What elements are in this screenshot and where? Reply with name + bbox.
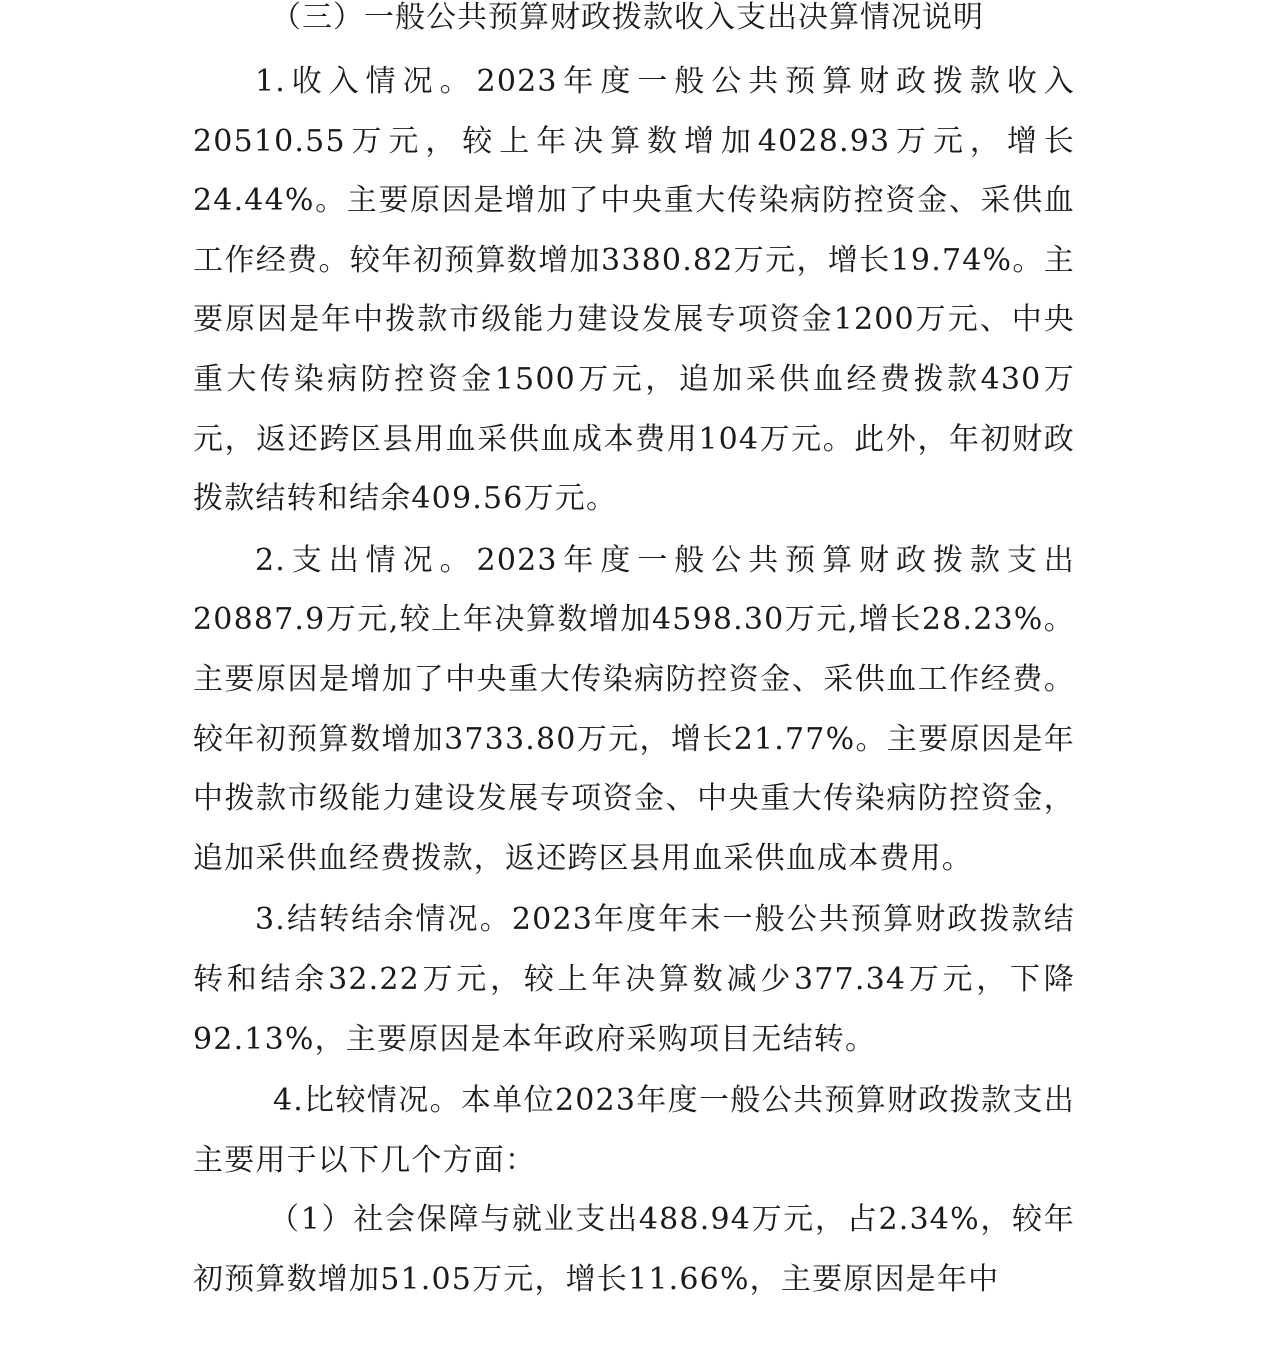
paragraph-carryover: 3.结转结余情况。2023年度年末一般公共预算财政拨款结转和结余32.22万元，较上年决算数减少377.34万元，下降92.13%，主要原因是本年政府采购项目无结转。 xyxy=(193,902,1075,1057)
section-heading: （三）一般公共预算财政拨款收入支出决算情况说明 xyxy=(271,0,984,35)
paragraph-comparison: 4.比较情况。本单位2023年度一般公共预算财政拨款支出主要用于以下几个方面： xyxy=(193,1083,1075,1178)
document-page xyxy=(193,0,1075,1309)
paragraph-income: 1.收入情况。2023年度一般公共预算财政拨款收入20510.55万元，较上年决算数增加4028.93万元，增长24.44%。主要原因是增加了中央重大传染病防控资金、采供血工作经费。较年初预算数增加3380.82万元，增长19.74%。主要原因是年中拨款市级能力建设发展专项资金1200万元、中央重大传染病防控资金1500万元，追加采供血经费拨款430万元，返还跨区县用血采供血成本费用104万元。此外，年初财政拨款结转和结余409.56万元。 xyxy=(193,64,1075,517)
paragraph-expenditure: 2.支出情况。2023年度一般公共预算财政拨款支出20887.9万元,较上年决算数增加4598.30万元,增长28.23%。主要原因是增加了中央重大传染病防控资金、采供血工作经费。较年初预算数增加3733.80万元，增长21.77%。主要原因是年中拨款市级能力建设发展专项资金、中央重大传染病防控资金，追加采供血经费拨款，返还跨区县用血采供血成本费用。 xyxy=(193,542,1075,876)
paragraph-social-security: （1）社会保障与就业支出488.94万元，占2.34%，较年初预算数增加51.05万元，增长11.66%，主要原因是年中 xyxy=(193,1202,1075,1297)
